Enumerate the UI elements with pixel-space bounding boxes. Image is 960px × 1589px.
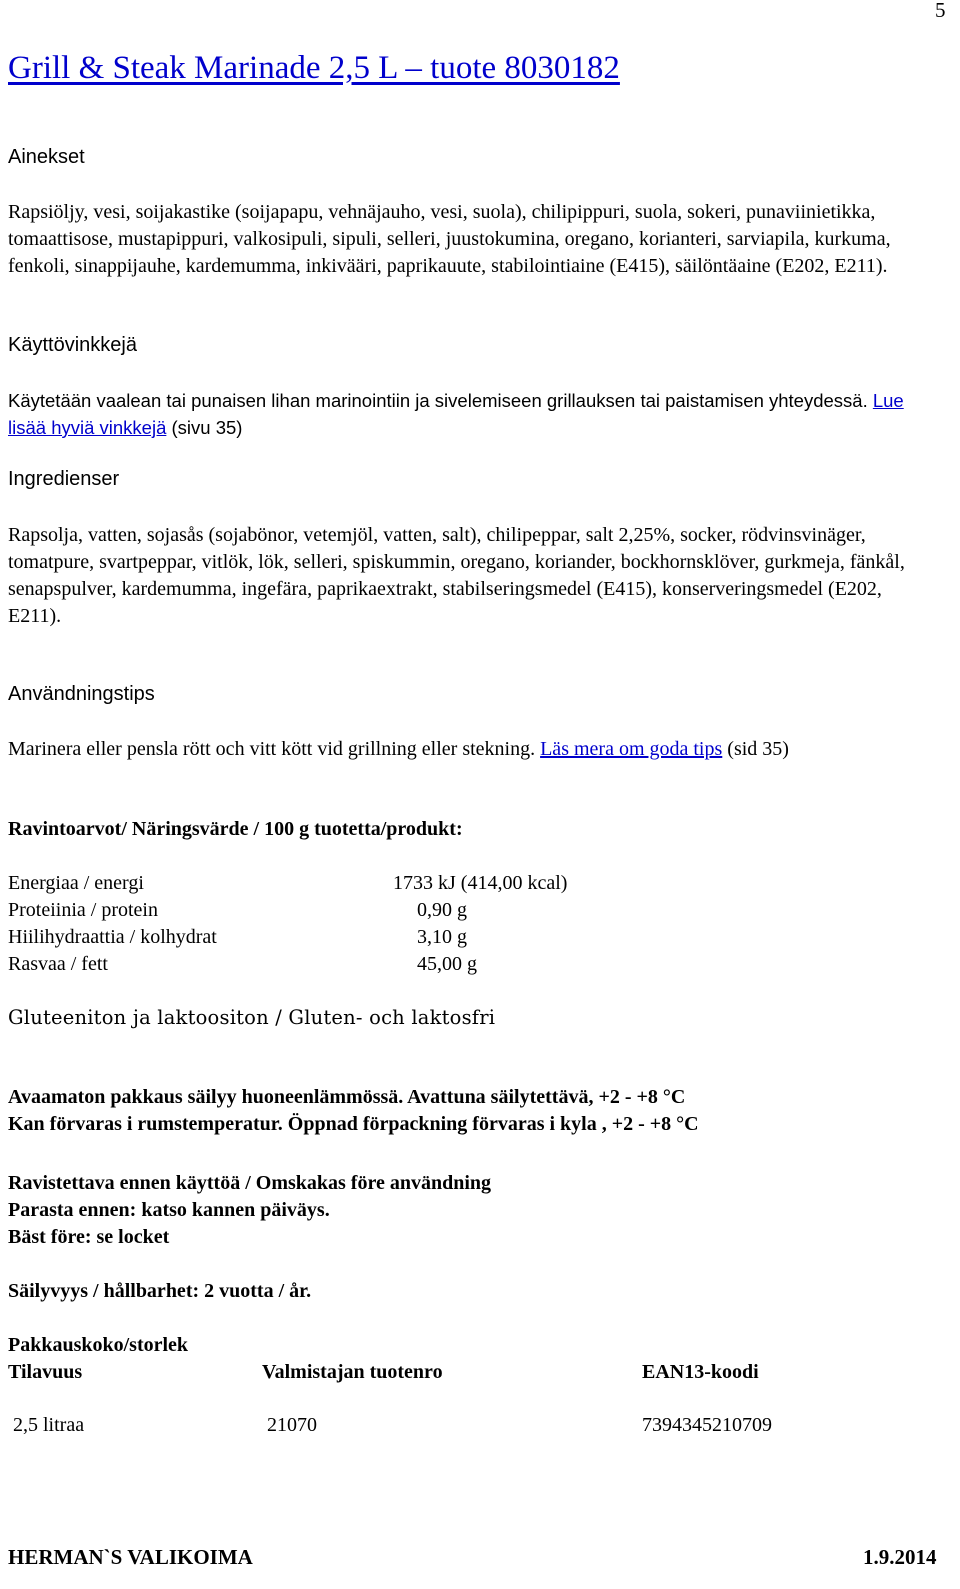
- nutrition-row: [8, 924, 708, 951]
- anvandningstips-link[interactable]: Läs mera om goda tips: [540, 738, 723, 760]
- anvandningstips-text: Marinera eller pensla rött och vitt kött vid grillning eller stekning.: [8, 738, 541, 760]
- product-title-link[interactable]: Grill & Steak Marinade 2,5 L – tuote 8030182: [8, 50, 620, 86]
- gluten-lactose-note: Gluteeniton ja laktoositon / Gluten- och laktosfri: [8, 1006, 496, 1029]
- ainekset-text: Rapsiöljy, vesi, soijakastike (soijapapu, vehnäjauho, vesi, suola), chilipippuri, suola, sokeri, punaviinietikka, tomaattisose, mustapippuri, valkosipuli, sipuli, selleri, juustokumina, oregano, korianteri, sarviapila, kurkuma, fenkoli, sinappijauhe, kardemumma, inkivääri, paprikauute, stabilointiaine (E415), säilöntäaine (E202, E211).: [8, 201, 891, 277]
- shelf-life: Säilyvyys / hållbarhet: 2 vuotta / år.: [8, 1280, 312, 1302]
- package-heading: Pakkauskoko/storlek: [8, 1334, 189, 1356]
- nutrition-label: Rasvaa / fett: [8, 953, 108, 975]
- kayttovinkkeja-text: Käytetään vaalean tai punaisen lihan marinointiin ja sivelemiseen grillauksen tai paistamisen yhteydessä.: [8, 390, 873, 411]
- package-col-ean-header: EAN13-koodi: [642, 1361, 759, 1383]
- nutrition-table: [8, 870, 708, 978]
- nutrition-value: 0,90 g: [417, 899, 467, 921]
- package-productno-value: 21070: [267, 1414, 317, 1436]
- best-before-sv: Bäst före: se locket: [8, 1226, 170, 1248]
- nutrition-row: [8, 897, 708, 924]
- ainekset-heading: Ainekset: [8, 146, 85, 168]
- nutrition-value: 1733 kJ (414,00 kcal): [393, 872, 568, 894]
- nutrition-row: [8, 870, 708, 897]
- nutrition-label: Proteiinia / protein: [8, 899, 158, 921]
- ingredienser-heading: Ingredienser: [8, 468, 120, 490]
- nutrition-heading: Ravintoarvot/ Näringsvärde / 100 g tuotetta/produkt:: [8, 818, 463, 840]
- page-number: 5: [935, 0, 946, 22]
- anvandningstips-suffix: (sid 35): [722, 738, 789, 760]
- storage-line-1: Avaamaton pakkaus säilyy huoneenlämmössä. Avattuna säilytettävä, +2 - +8 °C: [8, 1086, 686, 1108]
- footer-brand: HERMAN`S VALIKOIMA: [8, 1545, 253, 1569]
- footer-date: 1.9.2014: [863, 1545, 937, 1569]
- kayttovinkkeja-heading: Käyttövinkkejä: [8, 334, 137, 356]
- kayttovinkkeja-link[interactable]: Lue lisää hyviä vinkkejä: [8, 390, 904, 438]
- shake-note: Ravistettava ennen käyttöä / Omskakas före användning: [8, 1172, 492, 1194]
- package-col-volume-header: Tilavuus: [8, 1361, 83, 1383]
- ingredienser-text: Rapsolja, vatten, sojasås (sojabönor, vetemjöl, vatten, salt), chilipeppar, salt 2,25%, socker, rödvinsvinäger, tomatpure, svartpeppar, vitlök, lök, selleri, spiskummin, oregano, koriander, bockhornsklöver, gurkmeja, fänkål, senapspulver, kardemumma, ingefära, paprikaextrakt, stabilseringsmedel (E415), konserveringsmedel (E202, E211).: [8, 524, 905, 627]
- best-before-fi: Parasta ennen: katso kannen päiväys.: [8, 1199, 330, 1221]
- nutrition-label: Energiaa / energi: [8, 872, 144, 894]
- kayttovinkkeja-paragraph: [8, 387, 913, 441]
- nutrition-value: 3,10 g: [417, 926, 467, 948]
- anvandningstips-heading: Användningstips: [8, 683, 155, 705]
- anvandningstips-paragraph: [8, 736, 913, 763]
- kayttovinkkeja-suffix: (sivu 35): [166, 417, 243, 438]
- package-volume-value: 2,5 litraa: [13, 1414, 85, 1436]
- package-col-productno-header: Valmistajan tuotenro: [262, 1361, 443, 1383]
- nutrition-label: Hiilihydraattia / kolhydrat: [8, 926, 217, 948]
- package-ean-value: 7394345210709: [642, 1414, 772, 1436]
- nutrition-row: [8, 951, 708, 978]
- storage-line-2: Kan förvaras i rumstemperatur. Öppnad förpackning förvaras i kyla , +2 - +8 °C: [8, 1113, 699, 1135]
- nutrition-value: 45,00 g: [417, 953, 477, 975]
